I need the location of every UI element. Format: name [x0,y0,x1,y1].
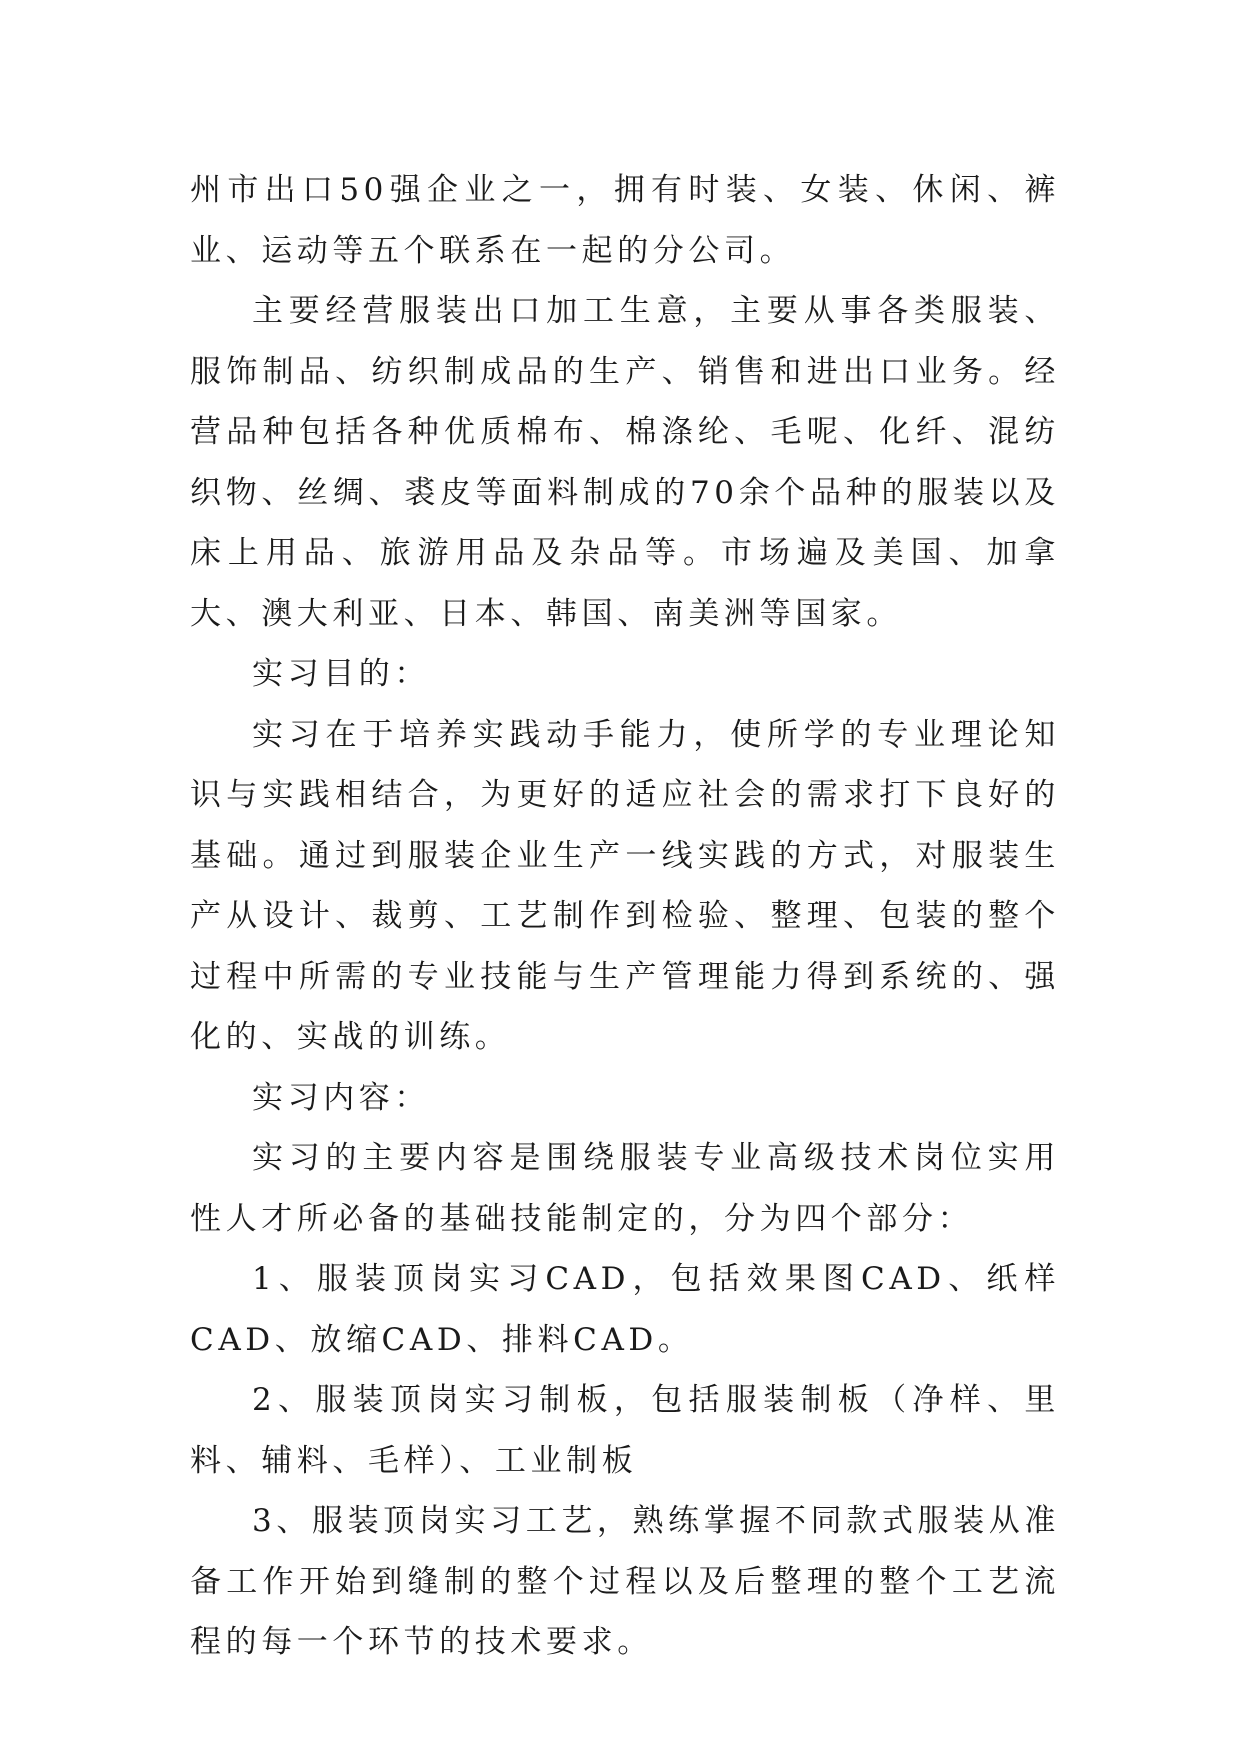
paragraph-internship-purpose: 实习在于培养实践动手能力，使所学的专业理论知识与实践相结合，为更好的适应社会的需求打下良好的基础。通过到服装企业生产一线实践的方式，对服装生产从设计、裁剪、工艺制作到检验、整理、包装的整个过程中所需的专业技能与生产管理能力得到系统的、强化的、实战的训练。 [190,716,1060,1055]
list-item-craft: 3、服装顶岗实习工艺，熟练掌握不同款式服装从准备工作开始到缝制的整个过程以及后整理的整个工艺流程的每一个环节的技术要求。 [190,1503,1060,1660]
heading-internship-purpose: 实习目的： [252,656,430,692]
heading-internship-content: 实习内容： [252,1079,430,1116]
paragraph-business-scope: 主要经营服装出口加工生意，主要从事各类服装、服饰制品、纺织制成品的生产、销售和进出口业务。经营品种包括各种优质棉布、棉涤纶、毛呢、化纤、混纺织物、丝绸、裘皮等面料制成的70余个品种的服装以及床上用品、旅游用品及杂品等。市场遍及美国、加拿大、澳大利亚、日本、韩国、南美洲等国家。 [190,293,1060,632]
list-item-cad: 1、服装顶岗实习CAD，包括效果图CAD、纸样CAD、放缩CAD、排料CAD。 [190,1261,1060,1358]
list-item-pattern-making: 2、服装顶岗实习制板，包括服装制板（净样、里料、辅料、毛样）、工业制板 [190,1382,1060,1479]
paragraph-internship-content: 实习的主要内容是围绕服装专业高级技术岗位实用性人才所必备的基础技能制定的，分为四个部分： [190,1140,1060,1237]
document-body [190,160,1060,1673]
paragraph-company-intro: 州市出口50强企业之一，拥有时装、女装、休闲、裤业、运动等五个联系在一起的分公司。 [190,172,1060,269]
